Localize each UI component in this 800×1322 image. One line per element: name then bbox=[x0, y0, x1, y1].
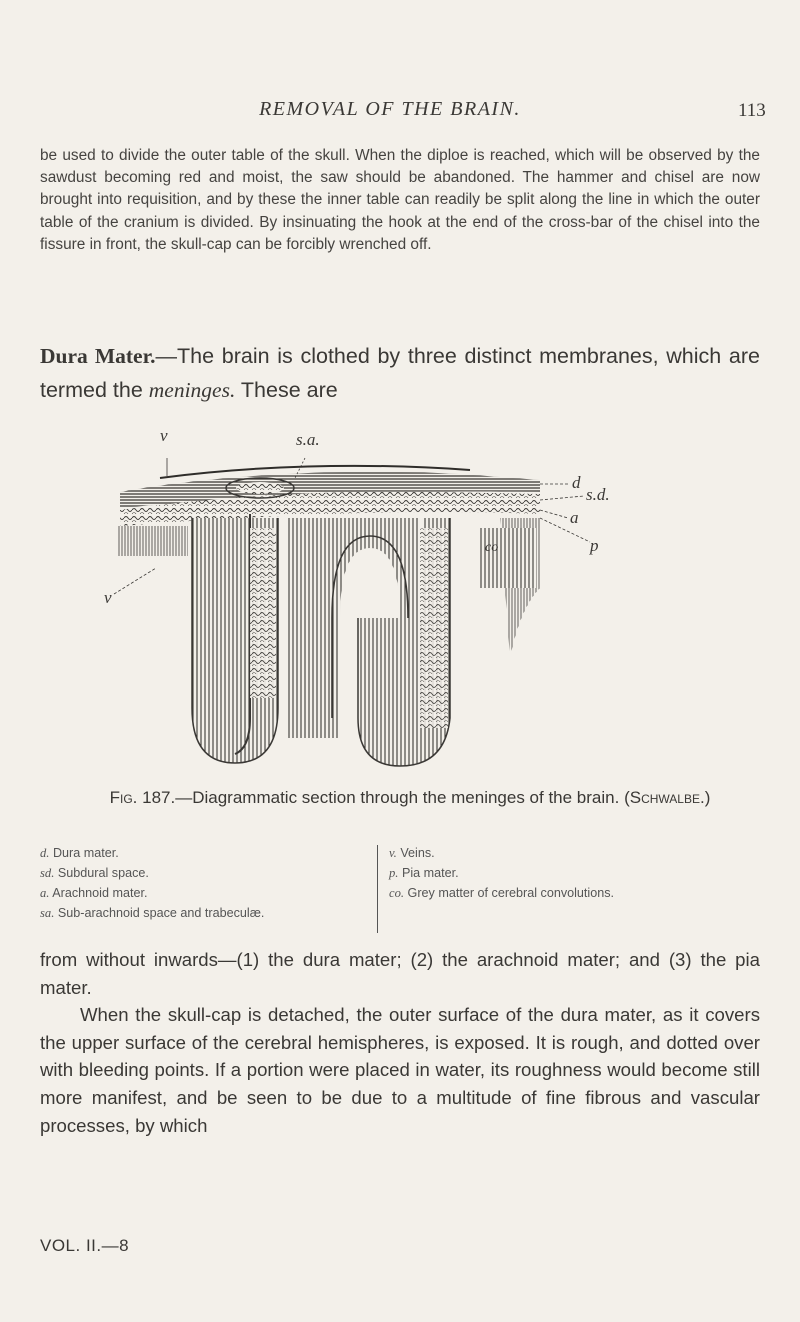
legend-abbr: p. bbox=[389, 866, 399, 880]
label-sd: s.d. bbox=[586, 485, 610, 504]
running-head bbox=[0, 98, 800, 128]
running-title: REMOVAL OF THE BRAIN. bbox=[259, 98, 521, 120]
page-number: 113 bbox=[738, 100, 766, 121]
section-term: meninges. bbox=[148, 378, 236, 402]
meninges-figure bbox=[100, 418, 660, 776]
label-d: d bbox=[572, 473, 581, 492]
legend-item bbox=[40, 863, 370, 883]
legend-abbr: co. bbox=[389, 886, 405, 900]
dura-mater-section bbox=[40, 339, 760, 407]
meninges-diagram bbox=[100, 418, 660, 776]
label-a: a bbox=[570, 508, 579, 527]
legend-item bbox=[389, 863, 759, 883]
paragraph-1: be used to divide the outer table of the skull. When the diploe is reached, which will be observed by the sawdust becoming red and moist, the saw should be abandoned. The hammer and chisel are now brought into requisition, and by these the inner table can readily be split along the line in which the outer table of the cranium is divided. By insinuating the hook at the end of the cross-bar of the chisel into the fissure in front, the skull-cap can be forcibly wrenched off. bbox=[40, 147, 760, 253]
legend-column-left bbox=[40, 843, 370, 923]
legend-abbr: d. bbox=[40, 846, 50, 860]
legend-text: Pia mater. bbox=[401, 866, 459, 880]
legend-item bbox=[40, 843, 370, 863]
legend-text: Veins. bbox=[400, 846, 435, 860]
legend-item bbox=[40, 883, 370, 903]
label-v-left: v bbox=[104, 588, 112, 607]
legend-abbr: sd. bbox=[40, 866, 55, 880]
cortex-left-block bbox=[118, 526, 188, 556]
caption-source: (Schwalbe.) bbox=[624, 788, 711, 807]
label-v-top: v bbox=[160, 426, 168, 445]
legend-text: Sub-arachnoid space and trabeculæ. bbox=[57, 906, 265, 920]
label-sa: s.a. bbox=[296, 430, 320, 449]
legend-item bbox=[40, 903, 370, 923]
legend-text: Subdural space. bbox=[57, 866, 149, 880]
paragraph-2-body: When the skull-cap is detached, the outer surface of the dura mater, as it covers the upper surface of the cerebral hemispheres, is exposed. It is rough, and dotted over with bleeding points. If a portion were placed in water, its roughness would become still more manifest, and be seen to be due to a multitude of fine fibrous and vascular processes, by which bbox=[40, 1004, 760, 1136]
paragraph-2 bbox=[40, 946, 760, 1139]
figure-legend bbox=[40, 843, 760, 933]
legend-text: Grey matter of cerebral convolutions. bbox=[407, 886, 615, 900]
legend-abbr: v. bbox=[389, 846, 397, 860]
legend-text: Arachnoid mater. bbox=[52, 886, 148, 900]
label-p: p bbox=[590, 536, 599, 555]
figure-caption bbox=[100, 786, 720, 809]
section-text-end: These are bbox=[235, 378, 338, 402]
caption-prefix: Fig. 187. bbox=[109, 788, 176, 807]
legend-column-right bbox=[389, 843, 759, 903]
caption-text: —Diagrammatic section through the meninges of the brain. bbox=[175, 788, 620, 807]
legend-divider bbox=[377, 845, 378, 933]
section-text: —The brain is clothed by three distinct membranes, which are termed the bbox=[40, 344, 760, 402]
legend-text: Dura mater. bbox=[52, 846, 119, 860]
label-co: co bbox=[485, 540, 499, 555]
legend-abbr: sa. bbox=[40, 906, 55, 920]
legend-item bbox=[389, 883, 759, 903]
paragraph-2-continuation: from without inwards—(1) the dura mater; (2) the arachnoid mater; and (3) the pia mater. bbox=[40, 949, 760, 998]
legend-item bbox=[389, 843, 759, 863]
volume-signature: VOL. II.—8 bbox=[40, 1236, 130, 1255]
section-heading: Dura Mater. bbox=[40, 344, 156, 368]
legend-abbr: a. bbox=[40, 886, 50, 900]
